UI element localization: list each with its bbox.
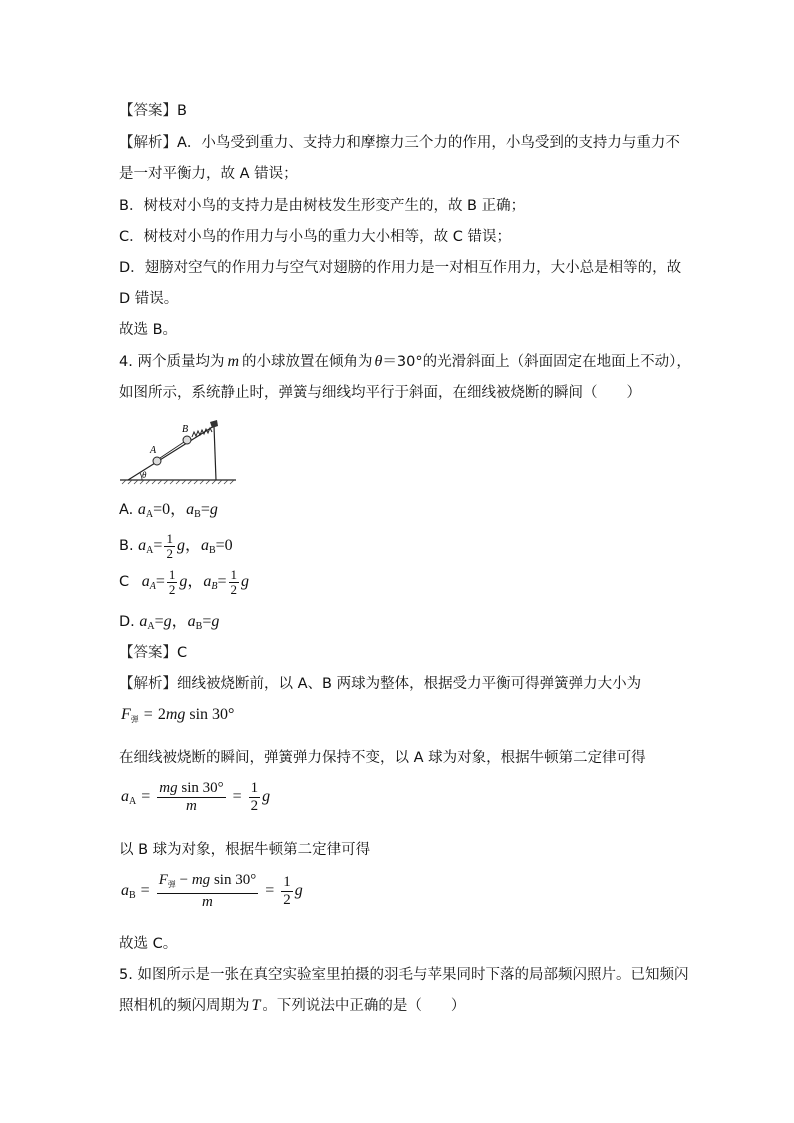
mass-symbol: m [227, 353, 240, 370]
label-b: B [182, 424, 189, 435]
q4-stem-line-2: 如图所示，系统静止时，弹簧与细线均平行于斜面，在细线被烧断的瞬间（ ） [119, 385, 641, 401]
q4-answer-line: 【答案】C [119, 645, 188, 661]
q4-option-d: D. $a_A=g$，$a_B=g$ [119, 613, 220, 632]
incline-surface [128, 426, 214, 480]
q5-stem-line-1: 5. 如图所示是一张在真空实验室里拍摄的羽毛与苹果同时下落的局部频闪照片。已知频闪 [119, 967, 689, 983]
incline-wall [214, 426, 216, 480]
q4-analysis-line-1: 【解析】细线被烧断前，以 A、B 两球为整体，根据受力平衡可得弹簧弹力大小为 [119, 676, 642, 692]
q4-analysis-line-3: 以 B 球为对象，根据牛顿第二定律可得 [119, 842, 371, 858]
q3-option-c-analysis: C．树枝对小鸟的作用力与小鸟的重力大小相等，故 C 错误； [119, 229, 511, 245]
q4-analysis-line-2: 在细线被烧断的瞬间，弹簧弹力保持不变，以 A 球为对象，根据牛顿第二定律可得 [119, 750, 646, 766]
equation-accel-a: $a_A$ = $\frac{\text{mg sin 30°}}{m}$ = $\frac{1}{2}$ g [121, 780, 271, 814]
q3-answer-line [119, 101, 187, 121]
answer-value: B [177, 103, 187, 119]
q4-option-c: C $a_A=$ $\frac{1}{2}$ g，$a_B=$ $\frac{1}{2}$ g [119, 566, 250, 597]
label-theta: θ [142, 470, 147, 480]
analysis-tag: 【解析】 [119, 135, 177, 151]
q3-conclusion: 故选 B。 [119, 322, 178, 338]
q4-option-a: A. $a_A=0$，$a_B=g$ [119, 501, 218, 520]
equation-accel-b: $a_B$ = $\frac{F_弹 - mg \sin 30^\circ}{m}$ = $\frac{1}{2}$ g [121, 872, 303, 910]
label-a: A [150, 445, 157, 456]
analysis-text: A．小鸟受到重力、支持力和摩擦力三个力的作用，小鸟受到的支持力与重力不 [177, 135, 680, 151]
q5-stem-line-2: 照相机的频闪周期为 T 。下列说法中正确的是（ ） [119, 997, 466, 1014]
q3-analysis-line-1 [119, 133, 680, 153]
q4-option-b: B. $a_A=$ $\frac{1}{2}$ g，$a_B=0$ [119, 530, 233, 561]
equation-spring-force: $F_弹 = 2mg$ sin 30° [121, 706, 235, 724]
incline-diagram [116, 418, 238, 488]
thread [160, 442, 184, 458]
q3-option-d-analysis-2: D 错误。 [119, 291, 179, 307]
ball-a [153, 457, 161, 465]
q3-analysis-line-2: 是一对平衡力，故 A 错误； [119, 166, 298, 182]
q4-conclusion: 故选 C。 [119, 936, 178, 952]
wall-block [210, 420, 218, 428]
period-symbol: T [251, 997, 261, 1014]
spring [192, 428, 212, 437]
ball-b [183, 436, 191, 444]
q3-option-b-analysis: B．树枝对小鸟的支持力是由树枝发生形变产生的，故 B 正确； [119, 198, 526, 214]
theta-symbol: θ [374, 353, 383, 370]
answer-tag: 【答案】 [119, 103, 177, 119]
q4-stem-line-1: 4. 两个质量均为 m 的小球放置在倾角为 θ＝30°的光滑斜面上（斜面固定在地面上不动）， [119, 353, 691, 370]
incline-figure [116, 418, 238, 488]
q3-option-d-analysis-1: D．翅膀对空气的作用力与空气对翅膀的作用力是一对相互作用力，大小总是相等的，故 [119, 260, 682, 276]
